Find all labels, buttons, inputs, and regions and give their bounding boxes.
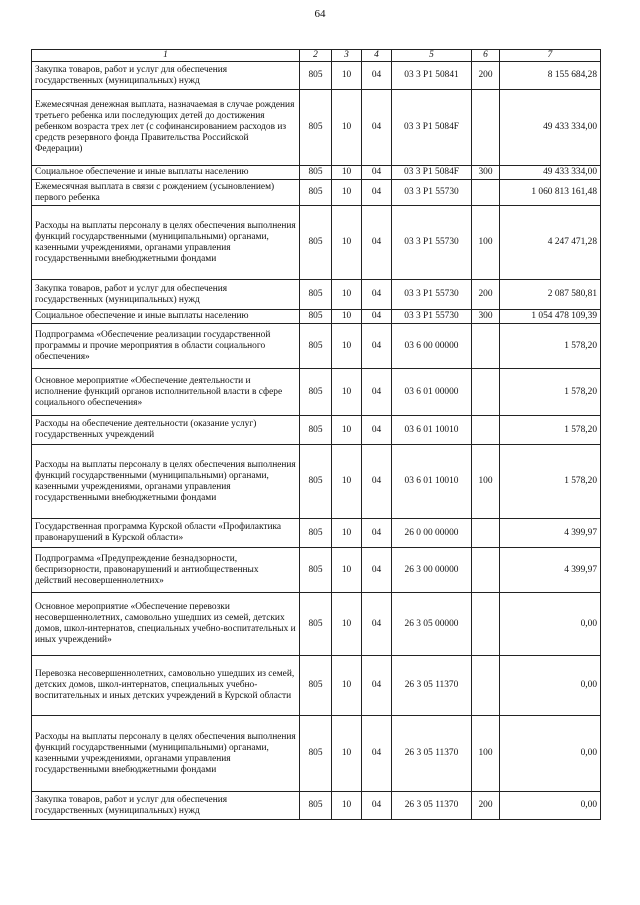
- amount: 4 399,97: [500, 519, 601, 548]
- target-code: 26 0 00 00000: [392, 519, 472, 548]
- column-header: 4: [362, 50, 392, 62]
- subsection-code: 04: [362, 369, 392, 416]
- amount: 2 087 580,81: [500, 280, 601, 310]
- amount: 1 060 813 161,48: [500, 180, 601, 206]
- section-code: 10: [332, 519, 362, 548]
- section-code: 10: [332, 324, 362, 369]
- section-code: 10: [332, 62, 362, 90]
- row-name: Подпрограмма «Предупреждение безнадзорности, беспризорности, правонарушений и антиобщественных действий несовершеннолетних»: [32, 548, 300, 593]
- column-header: 5: [392, 50, 472, 62]
- ministry-code: 805: [300, 548, 332, 593]
- section-code: 10: [332, 180, 362, 206]
- target-code: 03 3 P1 55730: [392, 180, 472, 206]
- row-name: Социальное обеспечение и иные выплаты населению: [32, 166, 300, 180]
- expense-code: [472, 519, 500, 548]
- amount: 4 399,97: [500, 548, 601, 593]
- amount: 0,00: [500, 792, 601, 820]
- amount: 1 578,20: [500, 324, 601, 369]
- ministry-code: 805: [300, 310, 332, 324]
- subsection-code: 04: [362, 548, 392, 593]
- table-row: [32, 445, 601, 519]
- row-name: Социальное обеспечение и иные выплаты населению: [32, 310, 300, 324]
- column-header: 2: [300, 50, 332, 62]
- target-code: 03 6 01 00000: [392, 369, 472, 416]
- section-code: 10: [332, 90, 362, 166]
- table-row: [32, 593, 601, 656]
- expense-code: 200: [472, 62, 500, 90]
- section-code: 10: [332, 206, 362, 280]
- row-name: Закупка товаров, работ и услуг для обеспечения государственных (муниципальных) нужд: [32, 792, 300, 820]
- subsection-code: 04: [362, 416, 392, 445]
- ministry-code: 805: [300, 445, 332, 519]
- expense-code: 100: [472, 206, 500, 280]
- table-row: [32, 369, 601, 416]
- target-code: 03 3 P1 5084F: [392, 90, 472, 166]
- ministry-code: 805: [300, 280, 332, 310]
- table-row: [32, 792, 601, 820]
- subsection-code: 04: [362, 792, 392, 820]
- expense-code: [472, 369, 500, 416]
- target-code: 26 3 05 00000: [392, 593, 472, 656]
- amount: 1 578,20: [500, 369, 601, 416]
- row-name: Основное мероприятие «Обеспечение деятельности и исполнение функций органов исполнительной власти в сфере социального обеспечения»: [32, 369, 300, 416]
- row-name: Расходы на выплаты персоналу в целях обеспечения выполнения функций государственными (муниципальными) органами, казенными учреждениями, органами управления государственными внебюджетными фондами: [32, 445, 300, 519]
- row-name: Ежемесячная денежная выплата, назначаемая в случае рождения третьего ребенка или последующих детей до достижения ребенком возраста трех лет (с софинансированием расходов из средств резервного фонда Правительства Российской Федерации): [32, 90, 300, 166]
- expense-code: [472, 656, 500, 716]
- ministry-code: 805: [300, 519, 332, 548]
- column-header: 3: [332, 50, 362, 62]
- expense-code: [472, 593, 500, 656]
- row-name: Расходы на выплаты персоналу в целях обеспечения выполнения функций государственными (муниципальными) органами, казенными учреждениями, органами управления государственными внебюджетными фондами: [32, 206, 300, 280]
- section-code: 10: [332, 792, 362, 820]
- section-code: 10: [332, 716, 362, 792]
- ministry-code: 805: [300, 416, 332, 445]
- section-code: 10: [332, 416, 362, 445]
- table-row: [32, 324, 601, 369]
- column-header: 7: [500, 50, 601, 62]
- target-code: 26 3 05 11370: [392, 716, 472, 792]
- subsection-code: 04: [362, 166, 392, 180]
- amount: 49 433 334,00: [500, 166, 601, 180]
- expense-code: 100: [472, 716, 500, 792]
- table-row: [32, 416, 601, 445]
- expense-code: [472, 416, 500, 445]
- row-name: Основное мероприятие «Обеспечение перевозки несовершеннолетних, самовольно ушедших из семей, детских домов, школ-интернатов, специальных учебно-воспитательных и иных учреждений»: [32, 593, 300, 656]
- amount: 0,00: [500, 656, 601, 716]
- amount: 49 433 334,00: [500, 90, 601, 166]
- table-row: [32, 310, 601, 324]
- table-row: [32, 548, 601, 593]
- table-row: [32, 180, 601, 206]
- table-row: [32, 206, 601, 280]
- expense-code: [472, 548, 500, 593]
- target-code: 03 3 P1 50841: [392, 62, 472, 90]
- table-row: [32, 166, 601, 180]
- subsection-code: 04: [362, 180, 392, 206]
- subsection-code: 04: [362, 62, 392, 90]
- ministry-code: 805: [300, 792, 332, 820]
- target-code: 03 3 P1 55730: [392, 280, 472, 310]
- subsection-code: 04: [362, 519, 392, 548]
- page-number: 64: [314, 8, 326, 20]
- section-code: 10: [332, 369, 362, 416]
- subsection-code: 04: [362, 593, 392, 656]
- target-code: 03 3 P1 5084F: [392, 166, 472, 180]
- subsection-code: 04: [362, 310, 392, 324]
- subsection-code: 04: [362, 206, 392, 280]
- amount: 1 578,20: [500, 416, 601, 445]
- subsection-code: 04: [362, 324, 392, 369]
- target-code: 03 3 P1 55730: [392, 206, 472, 280]
- section-code: 10: [332, 310, 362, 324]
- target-code: 03 6 00 00000: [392, 324, 472, 369]
- section-code: 10: [332, 445, 362, 519]
- row-name: Подпрограмма «Обеспечение реализации государственной программы и прочие мероприятия в области социального обеспечения»: [32, 324, 300, 369]
- subsection-code: 04: [362, 280, 392, 310]
- row-name: Закупка товаров, работ и услуг для обеспечения государственных (муниципальных) нужд: [32, 62, 300, 90]
- row-name: Расходы на обеспечение деятельности (оказание услуг) государственных учреждений: [32, 416, 300, 445]
- expense-code: 300: [472, 166, 500, 180]
- ministry-code: 805: [300, 62, 332, 90]
- expense-code: 300: [472, 310, 500, 324]
- expense-code: 200: [472, 280, 500, 310]
- subsection-code: 04: [362, 716, 392, 792]
- row-name: Государственная программа Курской области «Профилактика правонарушений в Курской области»: [32, 519, 300, 548]
- amount: 8 155 684,28: [500, 62, 601, 90]
- table-row: [32, 62, 601, 90]
- table-header-row: [32, 50, 601, 62]
- table-row: [32, 656, 601, 716]
- ministry-code: 805: [300, 90, 332, 166]
- target-code: 03 3 P1 55730: [392, 310, 472, 324]
- expense-code: [472, 90, 500, 166]
- row-name: Закупка товаров, работ и услуг для обеспечения государственных (муниципальных) нужд: [32, 280, 300, 310]
- expense-code: 200: [472, 792, 500, 820]
- ministry-code: 805: [300, 593, 332, 656]
- ministry-code: 805: [300, 716, 332, 792]
- row-name: Перевозка несовершеннолетних, самовольно ушедших из семей, детских домов, школ-интернатов, специальных учебно-воспитательных и иных детских учреждений в Курской области: [32, 656, 300, 716]
- section-code: 10: [332, 593, 362, 656]
- ministry-code: 805: [300, 180, 332, 206]
- target-code: 03 6 01 10010: [392, 445, 472, 519]
- target-code: 03 6 01 10010: [392, 416, 472, 445]
- section-code: 10: [332, 548, 362, 593]
- subsection-code: 04: [362, 445, 392, 519]
- row-name: Ежемесячная выплата в связи с рождением (усыновлением) первого ребенка: [32, 180, 300, 206]
- amount: 1 578,20: [500, 445, 601, 519]
- ministry-code: 805: [300, 369, 332, 416]
- amount: 0,00: [500, 593, 601, 656]
- ministry-code: 805: [300, 206, 332, 280]
- section-code: 10: [332, 166, 362, 180]
- table-row: [32, 716, 601, 792]
- budget-table: [31, 49, 601, 820]
- expense-code: 100: [472, 445, 500, 519]
- expense-code: [472, 180, 500, 206]
- subsection-code: 04: [362, 656, 392, 716]
- row-name: Расходы на выплаты персоналу в целях обеспечения выполнения функций государственными (муниципальными) органами, казенными учреждениями, органами управления государственными внебюджетными фондами: [32, 716, 300, 792]
- section-code: 10: [332, 280, 362, 310]
- ministry-code: 805: [300, 324, 332, 369]
- amount: 1 054 478 109,39: [500, 310, 601, 324]
- subsection-code: 04: [362, 90, 392, 166]
- amount: 0,00: [500, 716, 601, 792]
- section-code: 10: [332, 656, 362, 716]
- amount: 4 247 471,28: [500, 206, 601, 280]
- target-code: 26 3 00 00000: [392, 548, 472, 593]
- target-code: 26 3 05 11370: [392, 792, 472, 820]
- target-code: 26 3 05 11370: [392, 656, 472, 716]
- ministry-code: 805: [300, 166, 332, 180]
- ministry-code: 805: [300, 656, 332, 716]
- table-row: [32, 280, 601, 310]
- column-header: 1: [32, 50, 300, 62]
- table-row: [32, 90, 601, 166]
- column-header: 6: [472, 50, 500, 62]
- expense-code: [472, 324, 500, 369]
- table-row: [32, 519, 601, 548]
